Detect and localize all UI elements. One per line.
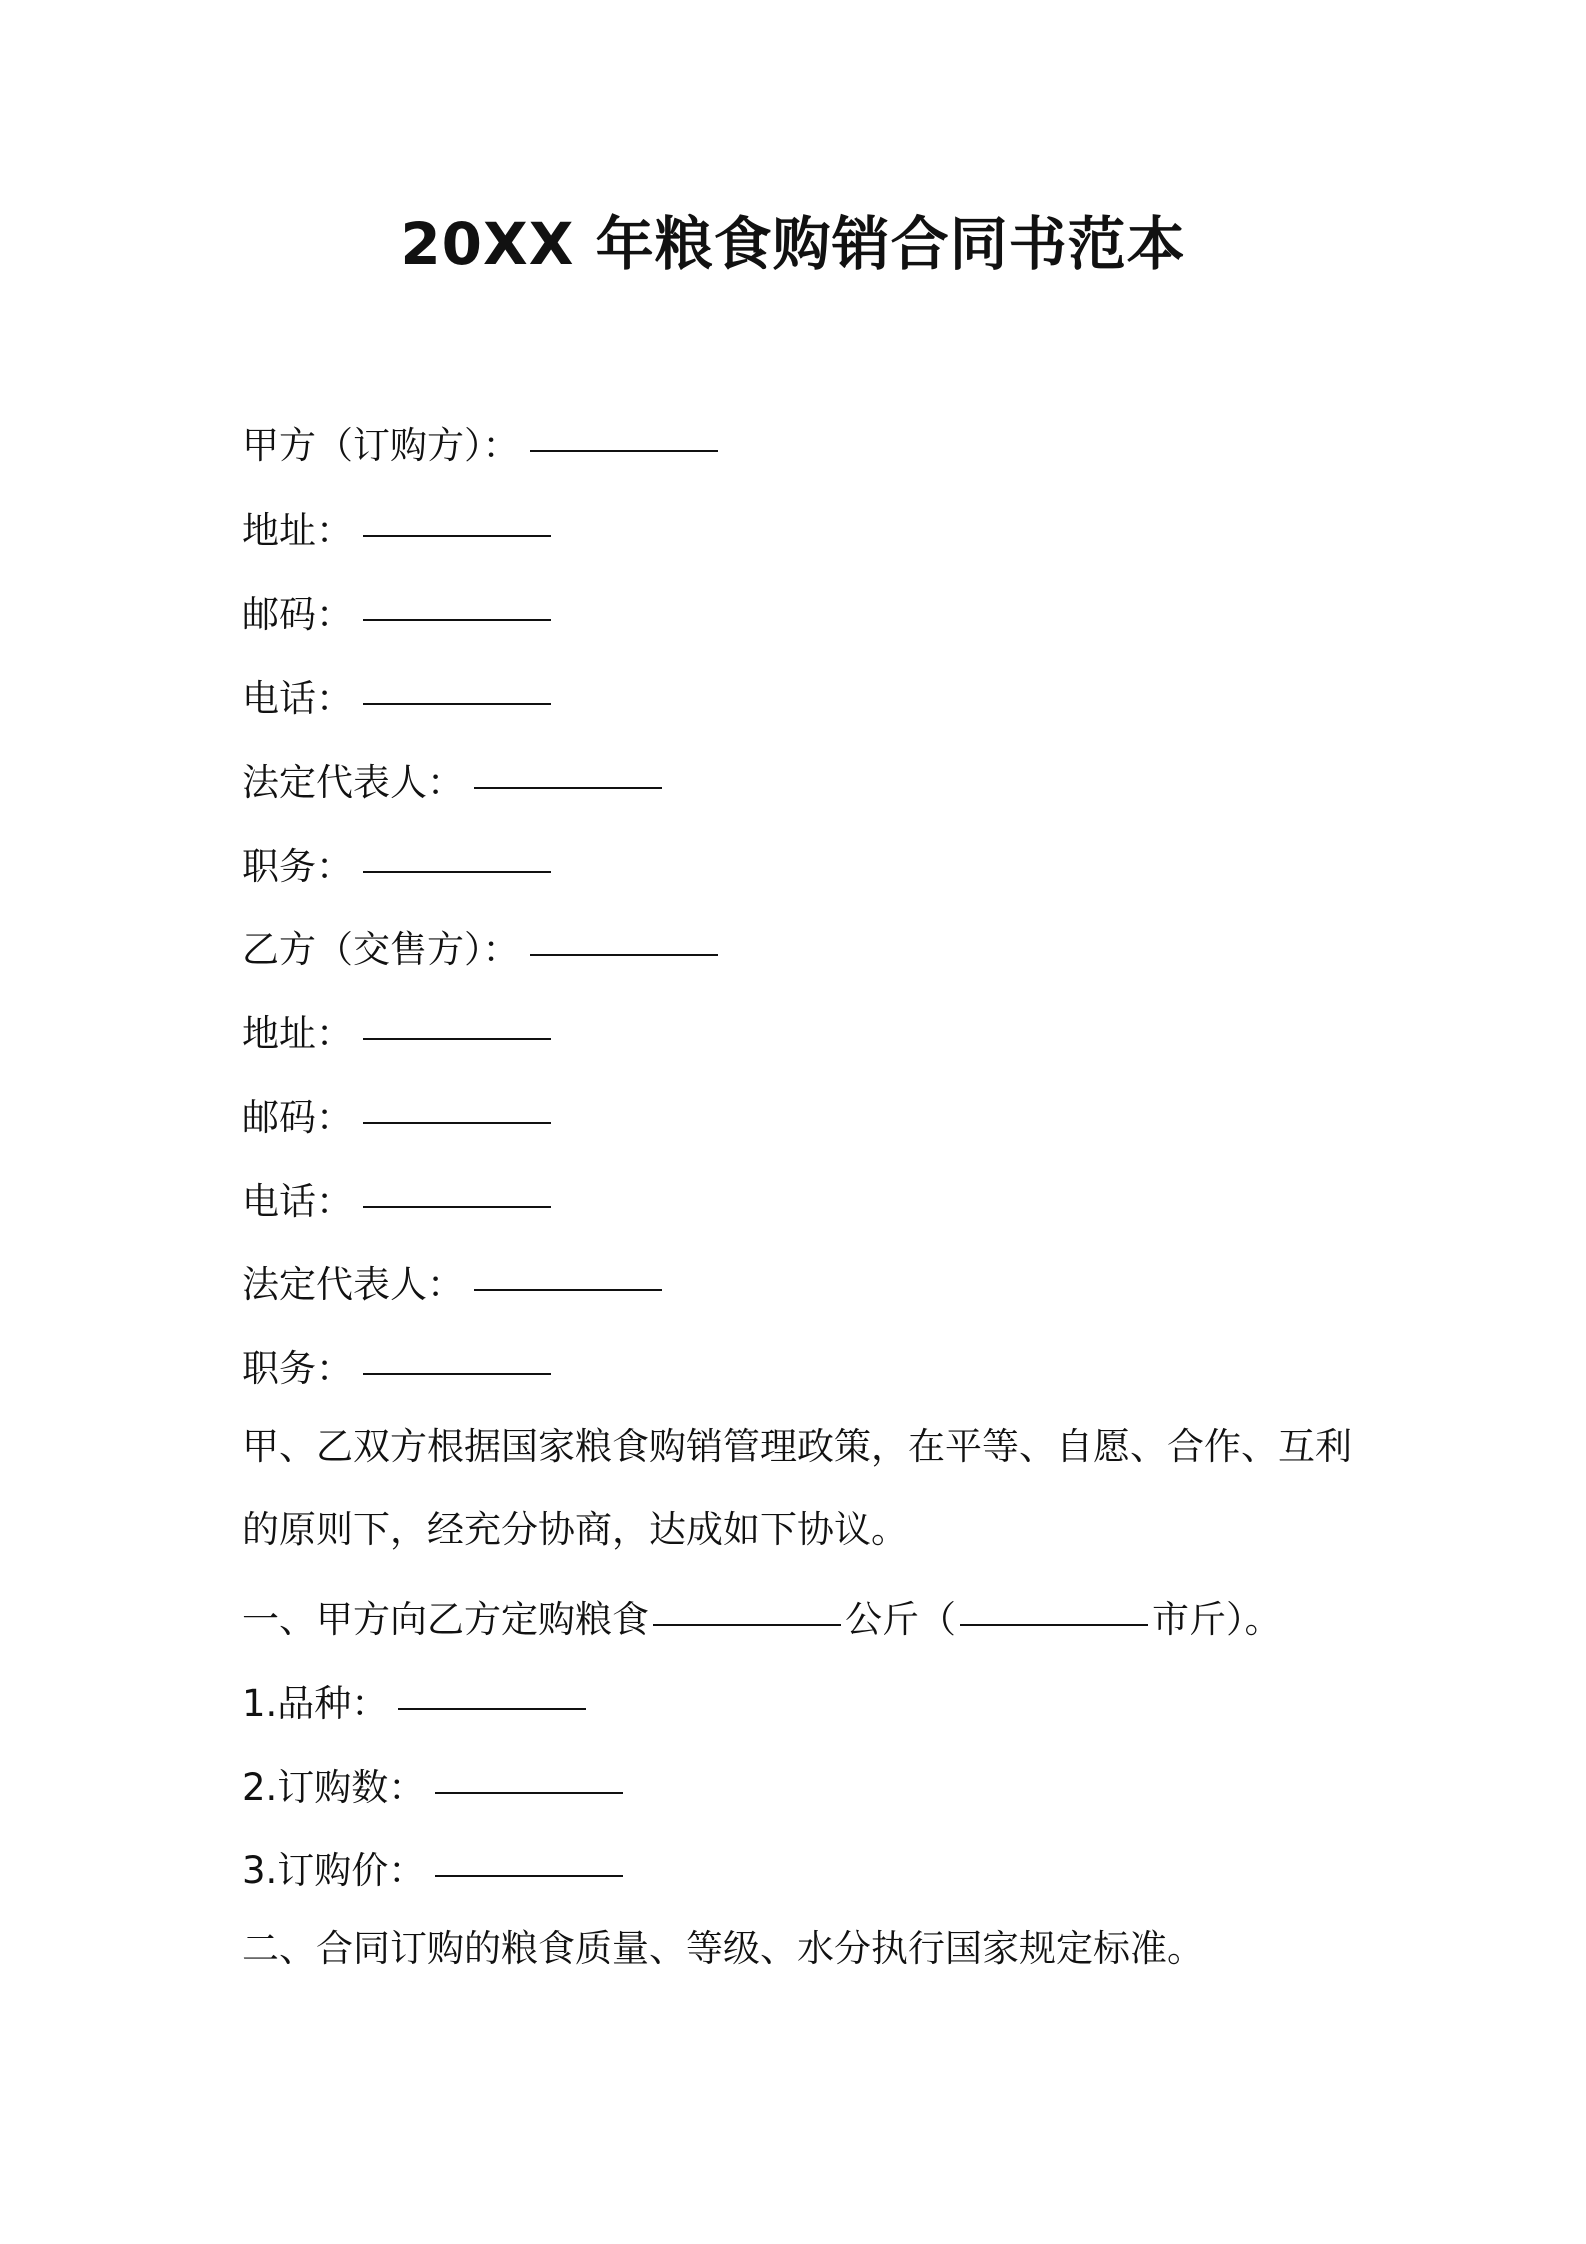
party-b-postcode-label: 邮码： [242, 1096, 353, 1139]
item-variety-line [242, 1668, 590, 1728]
party-a-phone-label: 电话： [242, 677, 353, 720]
clause-2-line: 二、合同订购的粮食质量、等级、水分执行国家规定标准。 [242, 1927, 1204, 1970]
clause-1-jin-blank [960, 1584, 1148, 1626]
party-a-line [242, 410, 722, 470]
party-b-postcode-line [242, 1082, 555, 1142]
intro-paragraph-line-2: 的原则下，经充分协商，达成如下协议。 [242, 1508, 908, 1551]
party-b-phone-label: 电话： [242, 1180, 353, 1223]
party-b-legal-rep-blank [474, 1249, 662, 1291]
party-b-address-blank [363, 998, 551, 1040]
party-a-phone-line [242, 663, 555, 723]
party-b-phone-blank [363, 1166, 551, 1208]
party-b-legal-rep-line [242, 1249, 666, 1309]
item-variety-blank [398, 1668, 586, 1710]
item-variety-label: 1.品种： [242, 1682, 389, 1725]
item-quantity-line [242, 1752, 627, 1812]
party-b-address-label: 地址： [242, 1012, 353, 1055]
party-a-postcode-blank [363, 579, 551, 621]
party-b-phone-line [242, 1166, 555, 1226]
party-b-label: 乙方（交售方）： [242, 928, 520, 971]
party-a-phone-blank [363, 663, 551, 705]
party-b-position-label: 职务： [242, 1347, 353, 1390]
party-b-position-blank [363, 1333, 551, 1375]
clause-1-unit-jin: 市斤）。 [1152, 1598, 1282, 1641]
party-b-postcode-blank [363, 1082, 551, 1124]
party-b-legal-rep-label: 法定代表人： [242, 1263, 464, 1306]
document-title: 20XX 年粮食购销合同书范本 [400, 210, 1186, 278]
party-b-line [242, 914, 722, 974]
clause-1-prefix: 一、甲方向乙方定购粮食 [242, 1598, 649, 1641]
clause-1-kg-blank [653, 1584, 841, 1626]
clause-1-line [242, 1584, 1282, 1644]
party-a-position-label: 职务： [242, 845, 353, 888]
party-a-legal-rep-line [242, 747, 666, 807]
party-a-address-label: 地址： [242, 509, 353, 552]
party-a-blank [530, 410, 718, 452]
party-a-legal-rep-label: 法定代表人： [242, 761, 464, 804]
item-price-blank [435, 1835, 623, 1877]
party-a-legal-rep-blank [474, 747, 662, 789]
item-price-line [242, 1835, 627, 1895]
party-a-postcode-label: 邮码： [242, 593, 353, 636]
clause-1-unit-kg: 公斤（ [845, 1598, 956, 1641]
item-price-label: 3.订购价： [242, 1849, 426, 1892]
intro-paragraph-line-1: 甲、乙双方根据国家粮食购销管理政策，在平等、自愿、合作、互利 [242, 1425, 1352, 1468]
party-b-position-line [242, 1333, 555, 1393]
party-b-address-line [242, 998, 555, 1058]
party-a-position-line [242, 831, 555, 891]
party-a-label: 甲方（订购方）： [242, 424, 520, 467]
party-b-blank [530, 914, 718, 956]
party-a-address-blank [363, 495, 551, 537]
party-a-postcode-line [242, 579, 555, 639]
party-a-address-line [242, 495, 555, 555]
party-a-position-blank [363, 831, 551, 873]
item-quantity-blank [435, 1752, 623, 1794]
item-quantity-label: 2.订购数： [242, 1766, 426, 1809]
